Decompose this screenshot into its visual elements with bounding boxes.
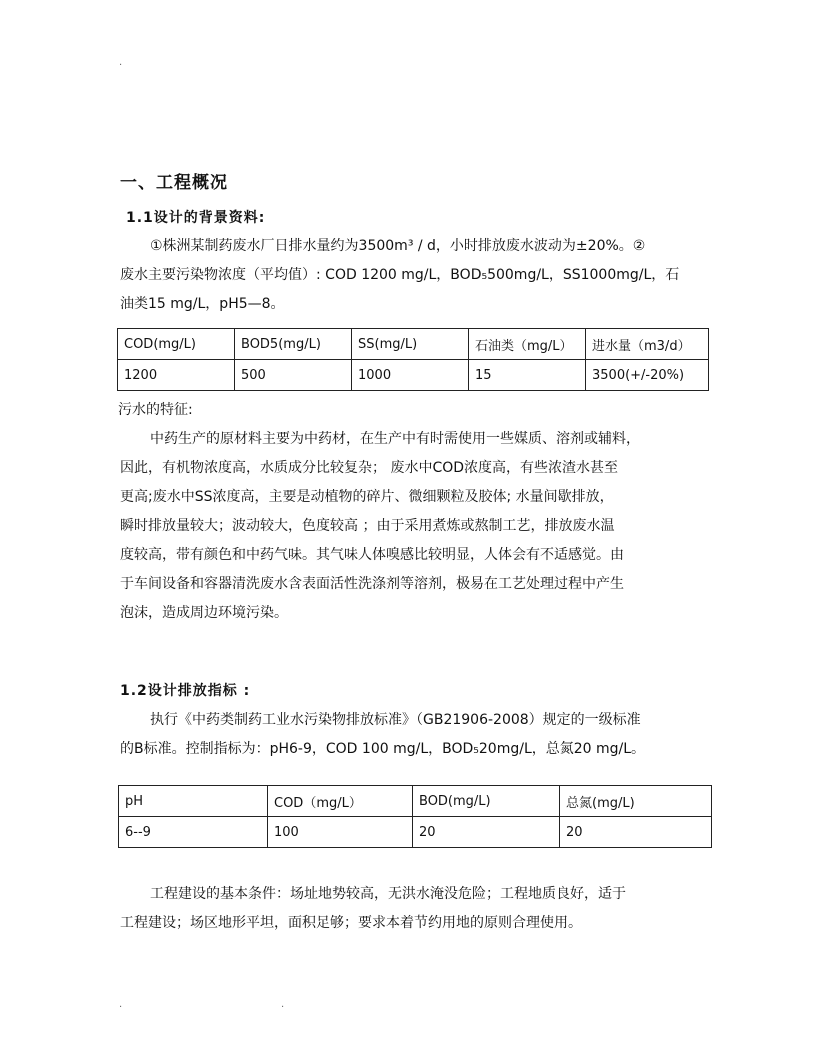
features-line: 于车间设备和容器清洗废水含表面活性洗涤剂等溶剂，极易在工艺处理过程中产生: [120, 576, 624, 592]
standard-line: 执行《中药类制药工业水污染物排放标准》（GB21906-2008）规定的一级标准: [150, 712, 641, 728]
section-1-2-title: 1.2设计排放指标 :: [120, 683, 251, 699]
corner-mark-top: .: [119, 57, 123, 68]
features-line: 中药生产的原材料主要为中药材，在生产中有时需使用一些媒质、溶剂或辅料，: [150, 431, 640, 447]
intro-line: ①株洲某制药废水厂日排水量约为3500m³ / d，小时排放废水波动为±20%。②: [150, 238, 646, 254]
features-line: 度较高，带有颜色和中药气味。其气味人体嗅感比较明显，人体会有不适感觉。由: [120, 547, 624, 563]
table-header-cell: BOD(mg/L): [413, 786, 560, 817]
table-cell: 1000: [352, 360, 469, 391]
table-cell: 100: [268, 817, 413, 848]
intro-line: 油类15 mg/L，pH5—8。: [120, 296, 285, 312]
features-line: 瞬时排放量较大；波动较大，色度较高 ；由于采用煮炼或熬制工艺，排放废水温: [120, 518, 615, 534]
table-header-cell: 石油类（mg/L）: [469, 329, 586, 360]
table-header-cell: COD(mg/L): [118, 329, 235, 360]
table-row: [118, 329, 709, 360]
table-cell: 3500(+/-20%): [586, 360, 709, 391]
table-header-cell: SS(mg/L): [352, 329, 469, 360]
table-header-cell: BOD5(mg/L): [235, 329, 352, 360]
table-cell: 15: [469, 360, 586, 391]
influent-quality-table: [117, 328, 709, 391]
discharge-limits-table: [118, 785, 712, 848]
table-row: [118, 360, 709, 391]
table-cell: 20: [560, 817, 712, 848]
table-cell: 6--9: [119, 817, 268, 848]
intro-line: 废水主要污染物浓度（平均值）: COD 1200 mg/L，BOD₅500mg/L，SS1000mg/L，石: [120, 267, 680, 283]
table-header-cell: 进水量（m3/d）: [586, 329, 709, 360]
features-line: 泡沫，造成周边环境污染。: [120, 605, 288, 621]
table-cell: 1200: [118, 360, 235, 391]
heading-engineering-overview: 一、工程概况: [120, 173, 228, 193]
conditions-line: 工程建设；场区地形平坦，面积足够；要求本着节约用地的原则合理使用。: [120, 915, 582, 931]
discharge-standard-text: [120, 706, 716, 764]
table-cell: 500: [235, 360, 352, 391]
corner-mark-bottom-mid: .: [281, 999, 285, 1010]
corner-mark-bottom-left: .: [119, 999, 123, 1010]
table-header-cell: 总氮(mg/L): [560, 786, 712, 817]
background-intro: [120, 232, 716, 319]
table-row: [119, 786, 712, 817]
sewage-features-text: [120, 425, 716, 628]
features-line: 因此，有机物浓度高，水质成分比较复杂； 废水中COD浓度高，有些浓渣水甚至: [120, 460, 619, 476]
conditions-line: 工程建设的基本条件：场址地势较高，无洪水淹没危险；工程地质良好，适于: [150, 886, 626, 902]
table-cell: 20: [413, 817, 560, 848]
features-line: 更高;废水中SS浓度高，主要是动植物的碎片、微细颗粒及胶体; 水量间歇排放，: [120, 489, 614, 505]
section-1-1-title: 1.1设计的背景资料:: [126, 210, 266, 226]
table-row: [119, 817, 712, 848]
standard-line: 的B标准。控制指标为：pH6-9，COD 100 mg/L，BOD₅20mg/L，总氮20 mg/L。: [120, 741, 646, 757]
table-header-cell: COD（mg/L）: [268, 786, 413, 817]
construction-conditions-text: [120, 880, 716, 938]
table-header-cell: pH: [119, 786, 268, 817]
sewage-features-title: 污水的特征:: [118, 402, 193, 418]
